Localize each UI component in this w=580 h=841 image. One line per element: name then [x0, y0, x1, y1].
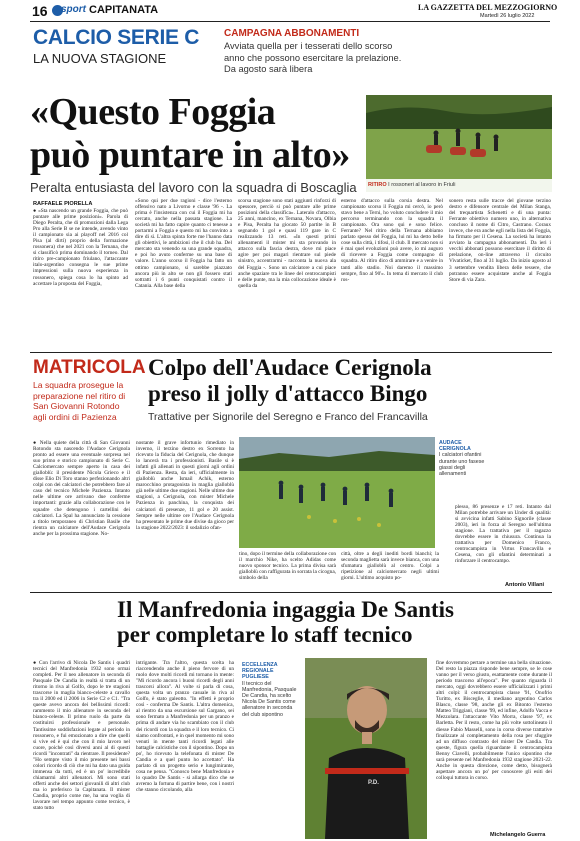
article1-photo-caption [368, 182, 552, 188]
article3-sidebar [242, 662, 297, 718]
article1-headline-line1: «Questo Foggia [30, 91, 276, 133]
article2-column-3: tino, dopo il termine della collaborazione con il marchio Nike, ha scelto Adidas come nuovo sponsor tecnico. La prima divisa sarà gialloblù con raffigurata in sorrata la cicogna, simbolo della [239, 551, 336, 582]
article2-caption-text: I calciatori ofantini durante uno fasese giassi degli allenamenti [439, 452, 485, 478]
article2-headline-line1: Colpo dell'Audace Cerignola [148, 355, 432, 380]
article1-column-2: «Sono qui per due ragioni - dice l'esterno offensivo nato a Livorno e classe '96 -. La prima è l'insistenza con cui il Foggia mi ha cercato, anche nella passata stagione. La società mi ha fatto capire quanto ci tenesse a portarmi a Foggia e questo mi ha convinto a dire di sì. L'altra spinta forte me l'hanno data gli obiettivi, le ambizioni che il club ha. Del mercato sta venendo su una grande squadra, e poi ho avuto conferme su una base di valore. L'anno scorso il Foggia ha fatto un ottimo campionato, si sarebbe piazzato ancora più in alto se non gli fossero stati sottratti i 6 punti conquistati contro il Catania. Alla base della [135, 198, 232, 289]
article3-headline-line1: Il Manfredonia ingaggia De Santis [117, 597, 454, 622]
article3-photo [305, 658, 427, 839]
article2-caption-label: AUDACE CERIGNOLA [439, 440, 471, 453]
article1-caption-text: I rossoneri al lavoro in Friuli [388, 182, 456, 188]
article3-headline-line2: per completare lo staff tecnico [117, 622, 413, 647]
article2-photo-caption [439, 440, 487, 477]
article3-sidebar-text: Il tecnico del Manfredonia, Pasquale De Candia, ha scelto Nicola De Santis come allenatore in seconda del club sipontino [242, 680, 297, 718]
article2-headline-line2: preso il jolly d'attacco Bingo [148, 381, 428, 406]
campaign-text: Avviata quella per i tesserati dello scorso anno che possono esercitare la prelazione. Da agosto sarà libera [224, 41, 402, 74]
article3-shirt-text: P.D. [368, 780, 379, 786]
article1-subhead: Peralta entusiasta del lavoro con la squadra di Boscaglia [30, 180, 357, 195]
article3-sidebar-label: ECCELLENZA REGIONALE PUGLIESE [242, 662, 278, 681]
article3-author: Michelangelo Guerra [490, 832, 546, 838]
brand-logo-text: sport [61, 4, 86, 15]
kicker-title: CALCIO SERIE C [33, 26, 200, 49]
article2-column-6: plesso, 86 presenze e 17 reti. Intanto dal Milan potrebbe arrivare un Under di qualità: si avvicina infatti Sabino Signorile (classe 2003), ieri in forza al Seregno nell'ultima stagione. La trattativa per il ragazzo dovrebbe essere in chiusura. Continua la trattativa per Domenico Franco, centrocampista in Virtus Francavilla e Cesena, con gli ofantini determinati a rinforzare il centrocampo. [455, 504, 551, 565]
newspaper-name: LA GAZZETTA DEL MEZZOGIORNO [418, 3, 558, 12]
divider-2 [30, 592, 552, 593]
article2-column-2: nostante il grave infortunio rimediato in inverno, il terzino destro ex Sorrento ha ricevuto la fiducia del Cerignola, che dunque lo lancerà tra i professionisti. Basile si è infatti gli allenati in questi giorni agli ordini di Pazienza. Resta, da ieri, ufficialmente in gialloblù anche Ismail Achik, esterno marocchino protagonista in maglia gialloblù già nelle ultime due stagioni. Nelle ultime due stagioni, a Cerignola, con mister Michele Pazienza in panchina, la conquista dei calciatori di presenze, 11 gol e 20 assist. Sempre nelle ultime ore l'Audace Cerignola ha presentato le prime due divise da gioco per la stagione 2022/2023: il sodalizio ofan- [136, 440, 234, 531]
article3-column-1: ● Con l'arrivo di Nicola De Santis i quadri tecnici del Manfredonia 1932 sono ormai completi. Per il neo allenatore in seconda di Pasquale De Candia in realtà si tratta di un ritorno in riva al Golfo, dopo le tre stagioni trascorse in maglia bianco-celeste a cavallo tra il 2000 ed il 2006 in Serie C2 e C1. "Tra queste avevo ancora dei bellissimi ricordi: rammento il mio allenatore in seconda del bianco-celeste. Il primo ruolo da parte da costituirsi professionale e personale. Tantissime soddisfazioni legate al periodo in rossonero, e fui emozionato a dire che quelli si vive ed è qui che con il mio lavoro nel cuore, poiché così diversi anni al di questi ricordi "incontrati" da rientrare. Il presidente? "Ho sempre visto il mio presente nei bassi colori ricordo di ciò che mi ha dato una guida immensa da tutti, ed è un po' incredibile chiamarmi altri allenatori. Mi sono stati offerti anche dei settori giovanili di altri club ma io preferisco la Capitanata. Il mister Candia, proprio come me, ha una voglia di lavorare nel tempo appunto come tecnico, è stato tutto [33, 660, 130, 812]
article2-column-4: città, oltre a degli inediti bordi bianchi; la seconda maglietta sarà invece bianca, con una sfumatura gialloblù al centro. Colpi a ripetizione al calciomercato negli ultimi giorni. L'ultimo acquisto po- [341, 551, 439, 582]
header-rule [30, 21, 550, 22]
article3-column-3: fine dovremmo pertare a termine una bella situazione. Del resto la piazza risponde bene sempre, se le cose vanno per il verso giusto, esattamente come durante il periodo trascorso all'epoca". Per quanto riguarda il mercato, oggi dovrebbero essere ufficializzati i primi altri colpi: il centrocampista classe '91, Onofrio Turitto, ex Bisceglie, il mediano argentino Carlos Blasco, classe '98, anche gli ex Bitonto l'esterno Matteo Triggiani, classe '99, ed infine, Adolfo Vacca e Mezzolara. l'attaccante Vito Morra, classe '97, ex Barletta. Per il resto, come ha più volte sottolineato il diesse Fabio Masselli, sono in corso diverse trattative finalizzate al completamento della rosa per sfuggire ad un diffuso contrasto del mister De Candia. Tra queste, figura quella riguardante il centrocampista Benny Ciavelli, probabilmente l'unico sipontino che sarà presente nel Manfredonia 1932 stagione 2021-22. Anche in questa direzione, come detto, bisognerà aspettare ancora un po' per conoscere gli esiti dei colloqui tuttora in corso. [436, 660, 552, 781]
issue-date: Martedì 26 luglio 2022 [480, 13, 535, 19]
article1-column-3: scorsa stagione sono stati aggiunti rinforzi di spessore, perciò si può puntare alle prime posizioni della classifica». Lateralo d'attacco, 25 anni, mancino, ex Ternana, Novara, Olbia e Pisa, Peralta ha giocato 50 partite in B segnando 1 gol e quasi 119 gare in C realizzando 13 reti. «In questi primi allenamenti il mister mi sta provando in attacco sulla fascia destra, dove mi piace agire per poi magari rientrare sul piede sinistro, accentrarmi - racconta la nuova ala del Foggia -. Sono un calciatore a cui piace anche spaziare tra le linee del centrocampisti e delle punte, ma la mia collocazione ideale è quella da [238, 198, 336, 289]
article1-column-1: ● «Sta nascendo un grande Foggia, che può puntare alle prime posizioni». Parola di Diego Peralta, che di promozioni dalla Lega Pro alla Serie B se ne intende, avendo vinto il campionato sia ai playoff nel 2016 col Pisa (al dirti) proprio della formazione rossonera) che nel 2021 con la Ternana, che si classificò prima dominando il torneo. Dal ritiro pre-campionato friulano, l'attaccante italo-argentino consegna le sue prime impressioni sulla nuova esperienza in rossonero, spiega cosa lo ha spinto ad accettare la proposta del Foggia, [33, 208, 128, 287]
article3-column-2: intrigante. Tra l'altro, questa scelta ha riaccendendo anche il pieno fervore di un ruolo dove molti ricordi mi tornano in mente: "Mi ricordo ancora i buoni ricordi degli anni trascorsi allora". Al volte si parla di cosa, questa volta un pranzo casuale in riva al Golfo, è stato galeotto. "In effetti è proprio così - conferma De Santis. L'altra domenica, al rientro da una escursione sul Gargano, sei sono fermato a Manfredonia per un pranzo e prima di andare via ho scambiato con il club dei ricordi con la squadra e il loro tecnico. Ci siamo confrontati, e in quel momento mi sono venuti in mente tanti ricordi legati alle battaglie calcistiche con il sipontino. Dopo un po', ho ricevuto la telefonata di mister De Candia e a quel punto ho accettato". Ha parlato di un progetto serio e lungimirante, cosa ne pensa. "Conosco bene Manfredonia e lo quadro De Santis - si allarga dico che se avremo la fortuna di partire bene, con i nostri che stanno circolando, alla [136, 660, 234, 793]
article1-caption-label: RITIRO [368, 182, 387, 188]
section-title: CAPITANATA [89, 4, 159, 16]
matricola-text: La squadra prosegue la preparazione nel ritiro di San Giovanni Rotondo agli ordini di Pazienza [33, 380, 126, 422]
article1-photo [366, 95, 552, 192]
article2-subhead: Trattative per Signorile del Seregno e Franco del Francavilla [148, 411, 428, 423]
header [0, 0, 580, 22]
kicker-subtitle: LA NUOVA STAGIONE [33, 51, 167, 66]
campaign-title: CAMPAGNA ABBONAMENTI [224, 28, 360, 39]
article1-headline-line2: può puntare in alto» [30, 134, 350, 176]
article1-byline: RAFFAELE PIORELLA [33, 201, 93, 207]
divider-1 [30, 352, 552, 353]
article1-column-5: sonero resta sulle tracce del giovane terzino destro e difensore centrale del Milan Stanga, del trequartista Schenetti e di una punta: Ferrante obiettivo numero uno, in alternativa concluso il nome di Citro, Castrano. Coraux invece, che era anche egli nella lista del Foggia, ha firmato per il Cesena. La società ha intanto avviato la campagna abbonamenti. Da ieri i vecchi abbonati possono esercitare il diritto di prelazione, on-line attraverso il circuito Vivaticket, fino al 31 luglio. Da inizio agosto al 3 settembre vendita libera delle tessere, che potranno essere acquistate anche al Foggia Store di via Zara. [449, 198, 551, 283]
matricola-title: MATRICOLA [33, 357, 146, 378]
article2-photo [239, 437, 435, 548]
article2-author: Antonio Villani [505, 582, 545, 588]
article1-column-4: esterno d'attacco sulla corsia destra. Nel campionato scorso il Foggia mi cercò, io però stavo bene a Terni, ho voluto concludere il mio percorso terminando con la squadra il campionato. Ora sono qui e sono felice. Ferrante? Nel ritiro della Ternana abbiamo parlato spesso del Foggia, lui mi ha detto belle cose sulla città, i tifosi, il club. Il mercato non si è mai quel evoluzioni può avere, io mi auguro di ricevere a Foggia come compagno di squadra. Al ritiro dico di ammirare e a venire in tanti allo stadio. Noi daremo il massimo sempre, fino al 90'». In tema di mercato il club ros- [341, 198, 443, 283]
page-number: 16 [32, 3, 48, 19]
article2-column-1: ● Nella quiete della città di San Giovanni Rotondo sta nascendo l'Audace Cerignola pronto ad essere una eventuale sorpresa nel suo primo e storico campionato di Serie C. Calciomercato sempre aperto in casa dei gialloblù: il presidente Nicola Grieco e il disse Elio Di Toro stanno perfezionando altri colpi con dei calciatori che potrebbero fare al caso del tecnico Michele Pazienza. Intanto nelle ultime ore arrivano due conferme importanti: grazie alla collaborazione con le squadre che detengono i cartellini dei calciatori. La Spal ha annunciato la cessione a titolo temporaneo di Christian Basile che rientra un calciatore dell'Audace Cerignola anche per la prossima stagione. No- [33, 440, 130, 537]
